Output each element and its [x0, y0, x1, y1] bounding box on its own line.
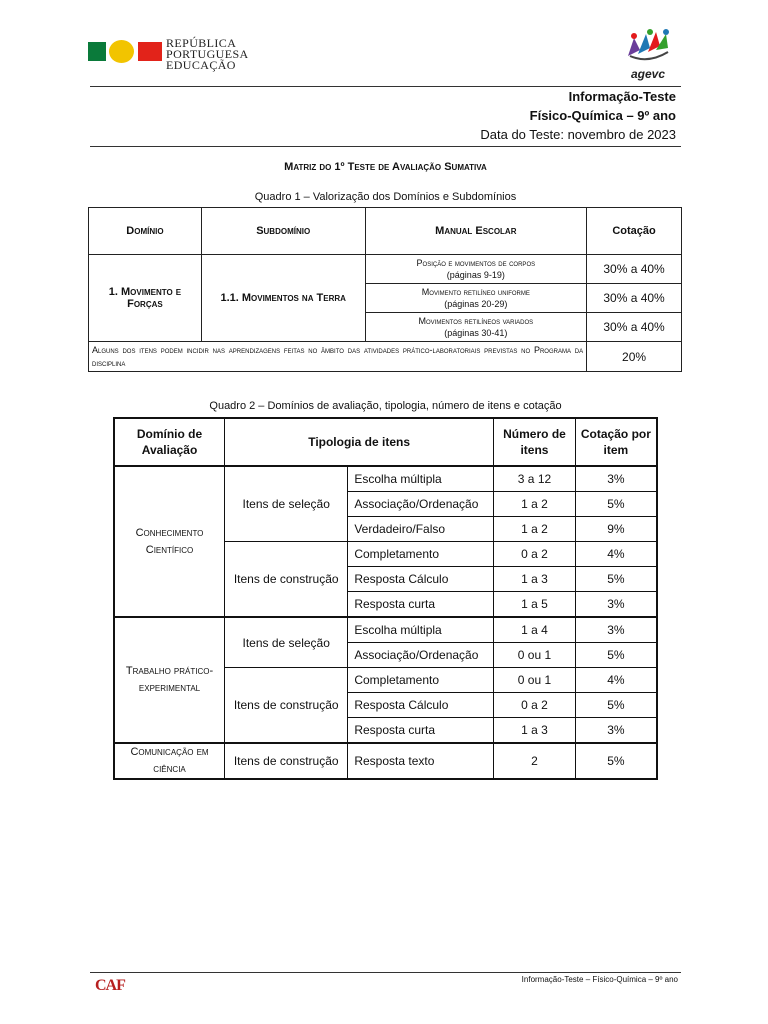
manual-pages: (páginas 30-41)	[444, 328, 508, 338]
item-numero: 1 a 5	[494, 592, 576, 618]
manual-topic: Movimentos retilíneos variados	[418, 316, 534, 326]
item-name: Escolha múltipla	[348, 617, 494, 643]
header-numero: Número de itens	[494, 418, 576, 466]
item-numero: 2	[494, 743, 576, 779]
header-dominio: Domínio	[89, 208, 202, 255]
item-cotacao: 5%	[575, 567, 657, 592]
table-row	[114, 617, 657, 643]
header-cotacao: Cotação	[587, 208, 682, 255]
logo-line-3: EDUCAÇÃO	[166, 58, 236, 72]
header-cotacao-item: Cotação por item	[575, 418, 657, 466]
header-manual: Manual Escolar	[365, 208, 587, 255]
quadro1-caption: Quadro 1 – Valorização dos Domínios e Subdomínios	[254, 191, 517, 203]
item-numero: 1 a 3	[494, 567, 576, 592]
item-name: Resposta Cálculo	[348, 693, 494, 718]
item-cotacao: 3%	[575, 718, 657, 744]
agevc-logo	[620, 26, 676, 82]
footer-rule	[90, 972, 681, 973]
header-tipologia: Tipologia de itens	[225, 418, 494, 466]
quadro2-table	[113, 417, 658, 780]
item-numero: 1 a 3	[494, 718, 576, 744]
flag-green-block	[88, 42, 106, 61]
item-name: Associação/Ordenação	[348, 492, 494, 517]
header-rule-bottom	[90, 146, 681, 147]
item-name: Resposta Cálculo	[348, 567, 494, 592]
header-info	[480, 87, 676, 144]
item-numero: 0 a 2	[494, 542, 576, 567]
item-name: Verdadeiro/Falso	[348, 517, 494, 542]
item-cotacao: 5%	[575, 643, 657, 668]
logo-line-1: REPÚBLICA	[166, 36, 237, 50]
manual-topic: Movimento retilíneo uniforme	[421, 287, 530, 297]
item-numero: 0 a 2	[494, 693, 576, 718]
dominio-cell: 1. Movimento e Forças	[89, 255, 202, 342]
quadro2-header-row	[114, 418, 657, 466]
cotacao-cell: 30% a 40%	[587, 255, 682, 284]
manual-pages: (páginas 9-19)	[446, 270, 505, 280]
test-date: Data do Teste: novembro de 2023	[480, 127, 676, 142]
manual-topic: Posição e movimentos de corpos	[416, 258, 536, 268]
manual-cell	[365, 255, 587, 284]
item-name: Resposta curta	[348, 592, 494, 618]
cotacao-cell: 30% a 40%	[587, 313, 682, 342]
tipologia-cell: Itens de construção	[225, 542, 348, 618]
item-cotacao: 4%	[575, 542, 657, 567]
page-title: Matriz do 1º Teste de Avaliação Sumativa	[284, 161, 487, 173]
item-cotacao: 3%	[575, 466, 657, 492]
cotacao-cell: 30% a 40%	[587, 284, 682, 313]
group-dominio: Comunicação em ciência	[114, 743, 225, 779]
item-cotacao: 3%	[575, 592, 657, 618]
flag-red-block	[138, 42, 162, 61]
item-cotacao: 5%	[575, 492, 657, 517]
item-cotacao: 4%	[575, 668, 657, 693]
item-name: Associação/Ordenação	[348, 643, 494, 668]
table-row	[114, 466, 657, 492]
tipologia-cell: Itens de construção	[225, 743, 348, 779]
table-row	[89, 255, 682, 284]
tipologia-cell: Itens de seleção	[225, 466, 348, 542]
tipologia-cell: Itens de construção	[225, 668, 348, 744]
table-row	[114, 743, 657, 779]
item-numero: 1 a 2	[494, 492, 576, 517]
manual-cell	[365, 313, 587, 342]
item-numero: 1 a 4	[494, 617, 576, 643]
item-name: Completamento	[348, 668, 494, 693]
item-cotacao: 3%	[575, 617, 657, 643]
logo-line-2: PORTUGUESA	[166, 47, 249, 61]
manual-pages: (páginas 20-29)	[444, 299, 508, 309]
item-numero: 1 a 2	[494, 517, 576, 542]
item-name: Resposta curta	[348, 718, 494, 744]
footer-text: Informação-Teste – Físico-Química – 9º ano	[521, 975, 678, 984]
note-cell: Alguns dos itens podem incidir nas aprendizagens feitas no âmbito das atividades prático-laboratoriais previstas no Programa da disciplina	[89, 342, 587, 372]
group-dominio: Conhecimento Científico	[114, 466, 225, 617]
group-dominio: Trabalho prático-experimental	[114, 617, 225, 743]
header-dominio-avaliacao: Domínio de Avaliação	[114, 418, 225, 466]
item-cotacao: 5%	[575, 743, 657, 779]
quadro1-header-row	[89, 208, 682, 255]
item-name: Resposta texto	[348, 743, 494, 779]
subject: Físico-Química – 9º ano	[529, 108, 676, 123]
flag-yellow-circle	[109, 40, 134, 63]
manual-cell	[365, 284, 587, 313]
item-numero: 0 ou 1	[494, 643, 576, 668]
note-row	[89, 342, 682, 372]
item-name: Completamento	[348, 542, 494, 567]
agevc-label: agevc	[630, 67, 666, 81]
note-cotacao-cell: 20%	[587, 342, 682, 372]
republica-logo-text	[166, 38, 249, 71]
item-name: Escolha múltipla	[348, 466, 494, 492]
subdominio-cell: 1.1. Movimentos na Terra	[201, 255, 365, 342]
tipologia-cell: Itens de seleção	[225, 617, 348, 668]
item-numero: 3 a 12	[494, 466, 576, 492]
quadro1-table	[88, 207, 682, 372]
caf-logo: CAF	[95, 977, 125, 994]
item-cotacao: 9%	[575, 517, 657, 542]
doc-type: Informação-Teste	[568, 89, 676, 104]
item-numero: 0 ou 1	[494, 668, 576, 693]
quadro2-caption: Quadro 2 – Domínios de avaliação, tipologia, número de itens e cotação	[209, 400, 562, 412]
header-subdominio: Subdomínio	[201, 208, 365, 255]
item-cotacao: 5%	[575, 693, 657, 718]
